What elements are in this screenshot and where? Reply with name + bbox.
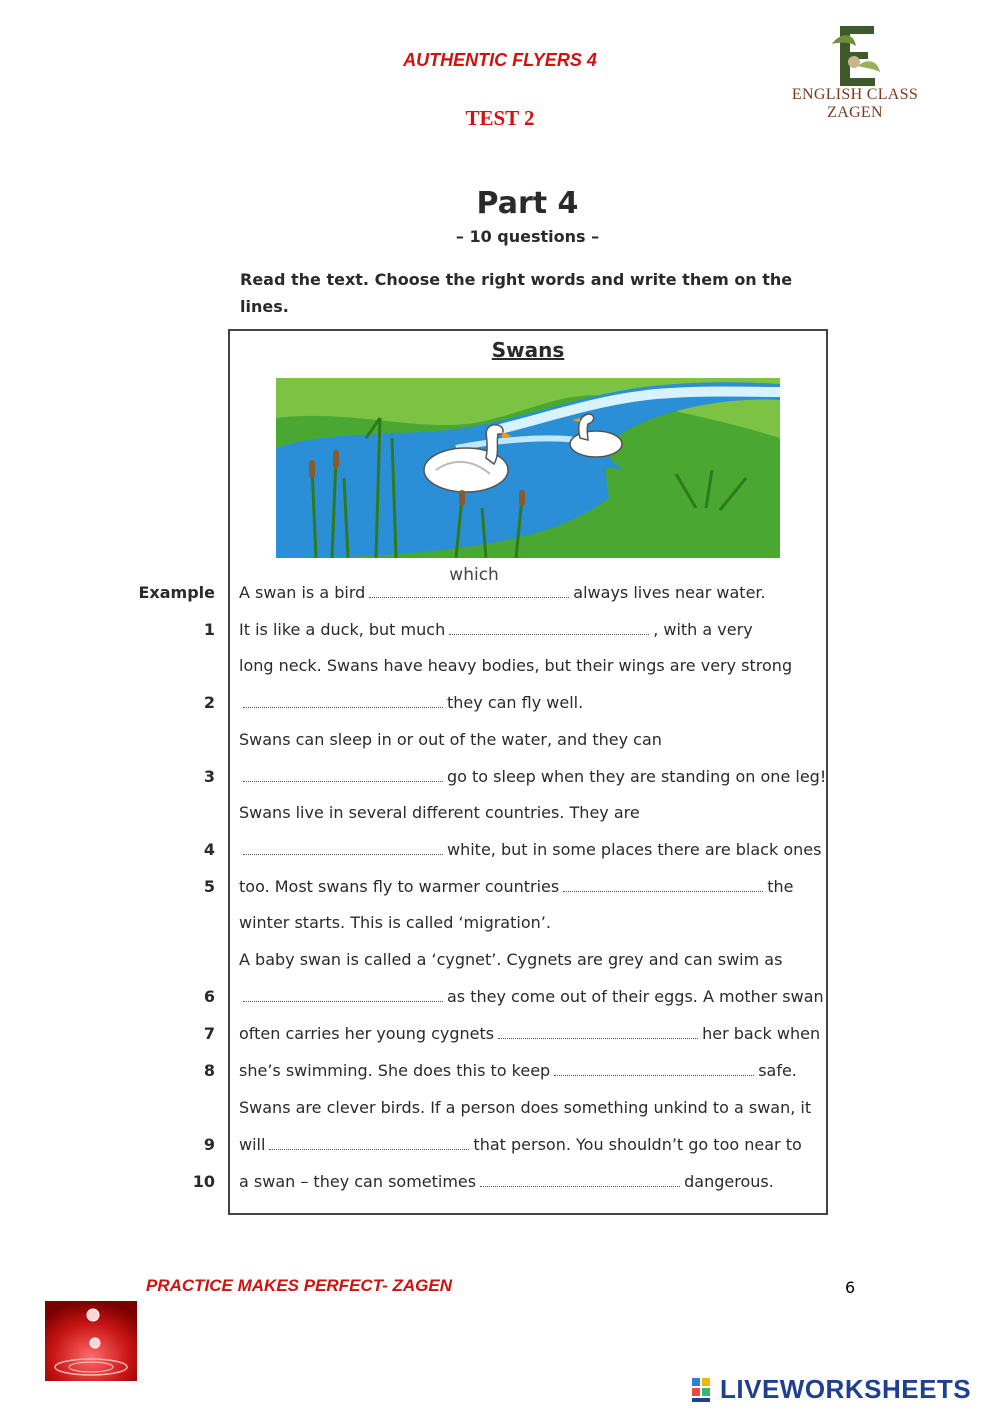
story-title: Swans (491, 338, 565, 362)
line-text-before: It is like a duck, but much (239, 620, 446, 639)
answer-blank[interactable] (243, 693, 443, 708)
line-text-after: dangerous. (684, 1172, 774, 1191)
example-label: Example (138, 583, 215, 602)
line-text-before: a swan – they can sometimes (239, 1172, 477, 1191)
line-text-before: A swan is a bird (239, 583, 366, 602)
line-text-before: will (239, 1135, 266, 1154)
example-answer-blank (369, 565, 569, 598)
story-line (239, 620, 753, 639)
line-text-after: her back when (702, 1024, 821, 1043)
page-number: 6 (845, 1278, 856, 1297)
swans-illustration (276, 378, 780, 558)
story-line (239, 1061, 797, 1080)
line-text-after: go to sleep when they are standing on one leg! (447, 767, 827, 786)
test-label: TEST 2 (465, 106, 535, 130)
story-line (239, 1024, 820, 1043)
logo-e-icon (770, 22, 940, 88)
story-line (239, 565, 766, 602)
answer-blank[interactable] (554, 1061, 754, 1076)
line-text-after: as they come out of their eggs. A mother swan (447, 987, 824, 1006)
line-text-after: , with a very (653, 620, 753, 639)
answer-blank[interactable] (449, 620, 649, 635)
part-title: Part 4 (476, 186, 579, 221)
question-number: 3 (203, 767, 215, 786)
line-text-before: winter starts. This is called ‘migration’. (239, 913, 551, 932)
answer-blank[interactable] (269, 1135, 469, 1150)
line-text-after: white, but in some places there are black ones (447, 840, 822, 859)
story-line (239, 913, 551, 932)
answer-blank[interactable] (243, 987, 443, 1002)
story-line (239, 1135, 802, 1154)
question-number: 6 (203, 987, 215, 1006)
answer-blank[interactable] (243, 840, 443, 855)
liveworksheets-logo-icon (690, 1374, 718, 1404)
line-text-after: the (767, 877, 794, 896)
footer-motto: PRACTICE MAKES PERFECT- ZAGEN (146, 1276, 453, 1295)
story-line (239, 877, 794, 896)
line-text-after: that person. You shouldn’t go too near to (473, 1135, 802, 1154)
story-line (239, 987, 824, 1006)
question-number: 8 (203, 1061, 215, 1080)
line-text-after: always lives near water. (573, 583, 766, 602)
story-line (239, 803, 640, 822)
example-answer: which (449, 565, 499, 585)
question-number: 5 (203, 877, 215, 896)
worksheet-series-title: AUTHENTIC FLYERS 4 (403, 50, 597, 70)
part-subtitle: – 10 questions – (455, 227, 600, 246)
line-text-before: too. Most swans fly to warmer countries (239, 877, 560, 896)
line-text-before: Swans can sleep in or out of the water, and they can (239, 730, 662, 749)
question-number: 7 (203, 1024, 215, 1043)
story-line (239, 1172, 774, 1191)
answer-blank[interactable] (243, 767, 443, 782)
logo-name: ENGLISH CLASS ZAGEN (791, 86, 919, 121)
answer-blank[interactable] (498, 1024, 698, 1039)
line-text-before: often carries her young cygnets (239, 1024, 495, 1043)
story-line (239, 950, 782, 969)
line-text-before: A baby swan is called a ‘cygnet’. Cygnets are grey and can swim as (239, 950, 783, 969)
line-text-after: they can fly well. (447, 693, 584, 712)
question-number: 4 (203, 840, 215, 859)
line-text-before: she’s swimming. She does this to keep (239, 1061, 551, 1080)
question-number: 2 (203, 693, 215, 712)
story-line (239, 693, 583, 712)
water-drop-image (45, 1301, 137, 1381)
question-number: 10 (192, 1172, 215, 1191)
liveworksheets-brand[interactable] (690, 1374, 990, 1408)
story-line (239, 767, 826, 786)
question-number: 1 (203, 620, 215, 639)
line-text-before: Swans are clever birds. If a person does something unkind to a swan, it (239, 1098, 812, 1117)
english-class-logo (770, 22, 940, 122)
line-text-before: Swans live in several different countries. They are (239, 803, 640, 822)
story-line (239, 1098, 811, 1117)
liveworksheets-label: LIVEWORKSHEETS (720, 1374, 972, 1404)
instructions: Read the text. Choose the right words and write them on the lines. (240, 270, 793, 316)
story-line (239, 656, 792, 675)
story-line (239, 730, 662, 749)
story-line (239, 840, 821, 859)
line-text-before: long neck. Swans have heavy bodies, but their wings are very strong (239, 656, 793, 675)
question-number: 9 (203, 1135, 215, 1154)
answer-blank[interactable] (563, 877, 763, 892)
answer-blank[interactable] (480, 1172, 680, 1187)
line-text-after: safe. (758, 1061, 797, 1080)
